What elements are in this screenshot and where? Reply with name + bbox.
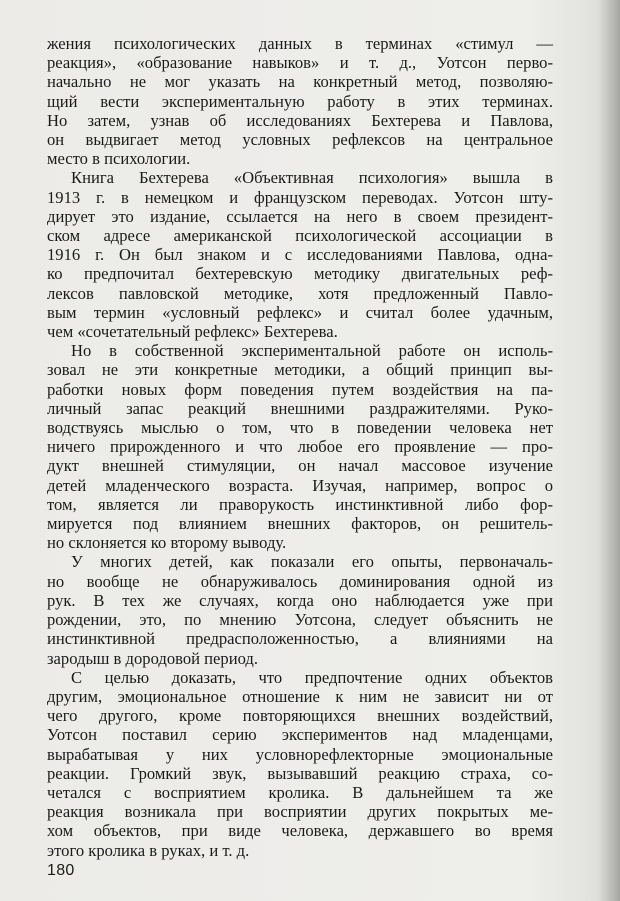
text-line: рождении, это, по мнению Уотсона, следует объяснить не [47, 610, 553, 630]
text-line: 1916 г. Он был знаком и с исследованиями Павлова, одна- [47, 245, 553, 265]
text-line: С целью доказать, что предпочтение одних объектов [71, 667, 553, 687]
text-line: хом объектов, при виде человека, державшего во время [47, 821, 553, 841]
text-line: дирует это издание, ссылается на него в своем президент- [47, 206, 553, 226]
text-line: этого кролика в руках, и т. д. [47, 840, 250, 860]
text-line: но вообще не обнаруживалось доминирования одной из [47, 571, 553, 591]
text-line: ничего прирожденного и что любое его проявление — про- [47, 437, 553, 457]
text-line: 1913 г. в немецком и французском переводах. Уотсон шту- [47, 187, 553, 207]
paragraph-2 [47, 168, 553, 341]
text-line: работки новых форм поведения путем воздействия на па- [47, 379, 553, 399]
text-line: зовал не эти конкретные методики, а общий принцип вы- [47, 360, 553, 380]
page-number: 180 [47, 862, 75, 879]
text-line: лексов павловской методике, хотя предложенный Павло- [47, 283, 553, 303]
page-spine-shadow [598, 0, 620, 901]
text-line: ко предпочитал бехтеревскую методику двигательных реф- [47, 264, 553, 284]
text-line: ском адресе американской психологической ассоциации в [47, 226, 553, 246]
text-line: реакции. Громкий звук, вызывавший реакцию страха, со- [47, 763, 553, 783]
text-line: Но в собственной экспериментальной работе он исполь- [71, 341, 553, 361]
text-line: реакция возникала при восприятии других покрытых ме- [47, 802, 553, 822]
paragraph-5 [47, 668, 553, 860]
text-line: Уотсон поставил серию экспериментов над младенцами, [47, 725, 553, 745]
text-line: У многих детей, как показали его опыты, первоначаль- [71, 552, 553, 572]
text-line: место в психологии. [47, 149, 191, 169]
text-line: рук. В тех же случаях, когда оно наблюдается уже при [47, 590, 553, 610]
text-line: дукт внешней стимуляции, он начал массовое изучение [47, 456, 553, 476]
text-line: мируется под влиянием внешних факторов, он решитель- [47, 514, 553, 534]
text-line: том, является ли праворукость инстинктивной либо фор- [47, 494, 553, 514]
text-line: инстинктивной предрасположенностью, а влияниями на [47, 629, 553, 649]
text-line: жения психологических данных в терминах «стимул — [47, 34, 553, 53]
paragraph-1 [47, 34, 553, 168]
text-line: щий вести экспериментальную работу в этих терминах. [47, 91, 553, 111]
text-line: начально не мог указать на конкретный метод, позволяю- [47, 72, 553, 92]
text-line: вым термин «условный рефлекс» и считал более удачным, [47, 302, 553, 322]
text-line: вырабатывая у них условнорефлекторные эмоциональные [47, 744, 553, 764]
text-line: чего другого, кроме повторяющихся внешних воздействий, [47, 706, 553, 726]
text-line: личный запас реакций внешними раздражителями. Руко- [47, 398, 553, 418]
text-line: Книга Бехтерева «Объективная психология» вышла в [71, 168, 553, 188]
text-line: но склоняется ко второму выводу. [47, 533, 287, 553]
paragraph-4 [47, 552, 553, 667]
text-line: реакция», «образование навыков» и т. д., Уотсон перво- [47, 53, 553, 73]
text-line: зародыш в дородовой период. [47, 648, 259, 668]
text-line: водствуясь мыслью о том, что в поведении человека нет [47, 418, 553, 438]
body-text [47, 34, 553, 860]
paragraph-3 [47, 341, 553, 552]
text-line: четался с восприятием кролика. В дальнейшем та же [47, 782, 553, 802]
text-line: детей младенческого возраста. Изучая, например, вопрос о [47, 475, 553, 495]
text-line: он выдвигает метод условных рефлексов на центральное [47, 130, 553, 150]
text-line: Но затем, узнав об исследованиях Бехтерева и Павлова, [47, 110, 553, 130]
text-line: чем «сочетательный рефлекс» Бехтерева. [47, 322, 338, 342]
text-line: другим, эмоциональное отношение к ним не зависит ни от [47, 686, 553, 706]
